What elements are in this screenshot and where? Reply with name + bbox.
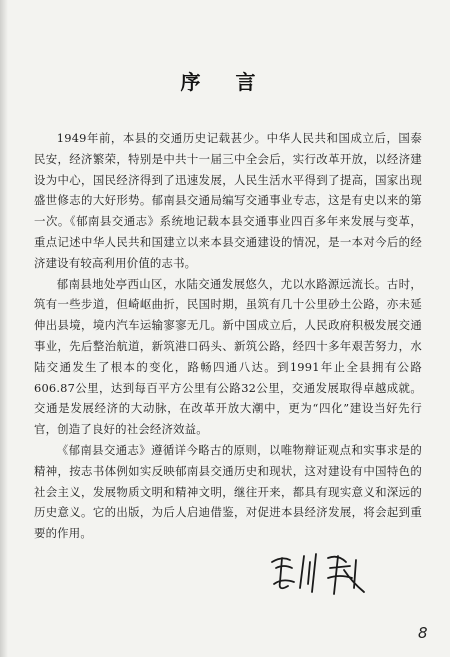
page-number: 8 <box>418 624 428 642</box>
paragraph-2: 郁南县地处亭西山区，水陆交通发展悠久，尤以水路源远流长。古时，筑有一些步道，但崎岖曲折，民国时期，虽筑有几十公里砂土公路，亦未延伸出县境，境内汽车运输寥寥无几。新中国成立后，人民政府积极发展交通事业，先后整治航道，新筑港口码头、新筑公路，经四十多年艰苦努力，水陆交通发生了根本的变化，路畅四通八达。到1991年止全县拥有公路606.87公里，达到每百平方公里有公路32公里，交通发展取得卓越成就。交通是发展经济的大动脉，在改革开放大潮中，更为“四化”建设当好先行官，创造了良好的社会经济效益。 <box>34 276 422 437</box>
page-title: 序 言 <box>180 70 270 94</box>
paragraph-1: 1949年前，本县的交通历史记载甚少。中华人民共和国成立后，国泰民安，经济繁荣，特别是中共十一届三中全会后，实行改革开放，以经济建设为中心，国民经济得到了迅速发展，人民生活水平得到了提高，国家出现盛世修志的大好形势。郁南县交通局编写交通事业专志，这是有史以来的第一次。《郁南县交通志》系统地记载本县交通事业四百多年来发展与变革，重点记述中华人民共和国建立以来本县交通建设的情况，是一本对今后的经济建设有较高利用价值的志书。 <box>34 131 422 270</box>
handwritten-signature <box>268 548 378 600</box>
page-edge-shadow <box>0 0 8 657</box>
paragraph-3: 《郁南县交通志》遵循详今略古的原则，以唯物辩证观点和实事求是的精神，按志书体例如实反映郁南县交通历史和现状，这对建设有中国特色的社会主义，发展物质文明和精神文明，继往开来，都具有现实意义和深远的历史意义。它的出版，为后人启迪借鉴，对促进本县经济发展，将会起到重要的作用。 <box>34 442 422 541</box>
preface-body <box>34 128 422 544</box>
